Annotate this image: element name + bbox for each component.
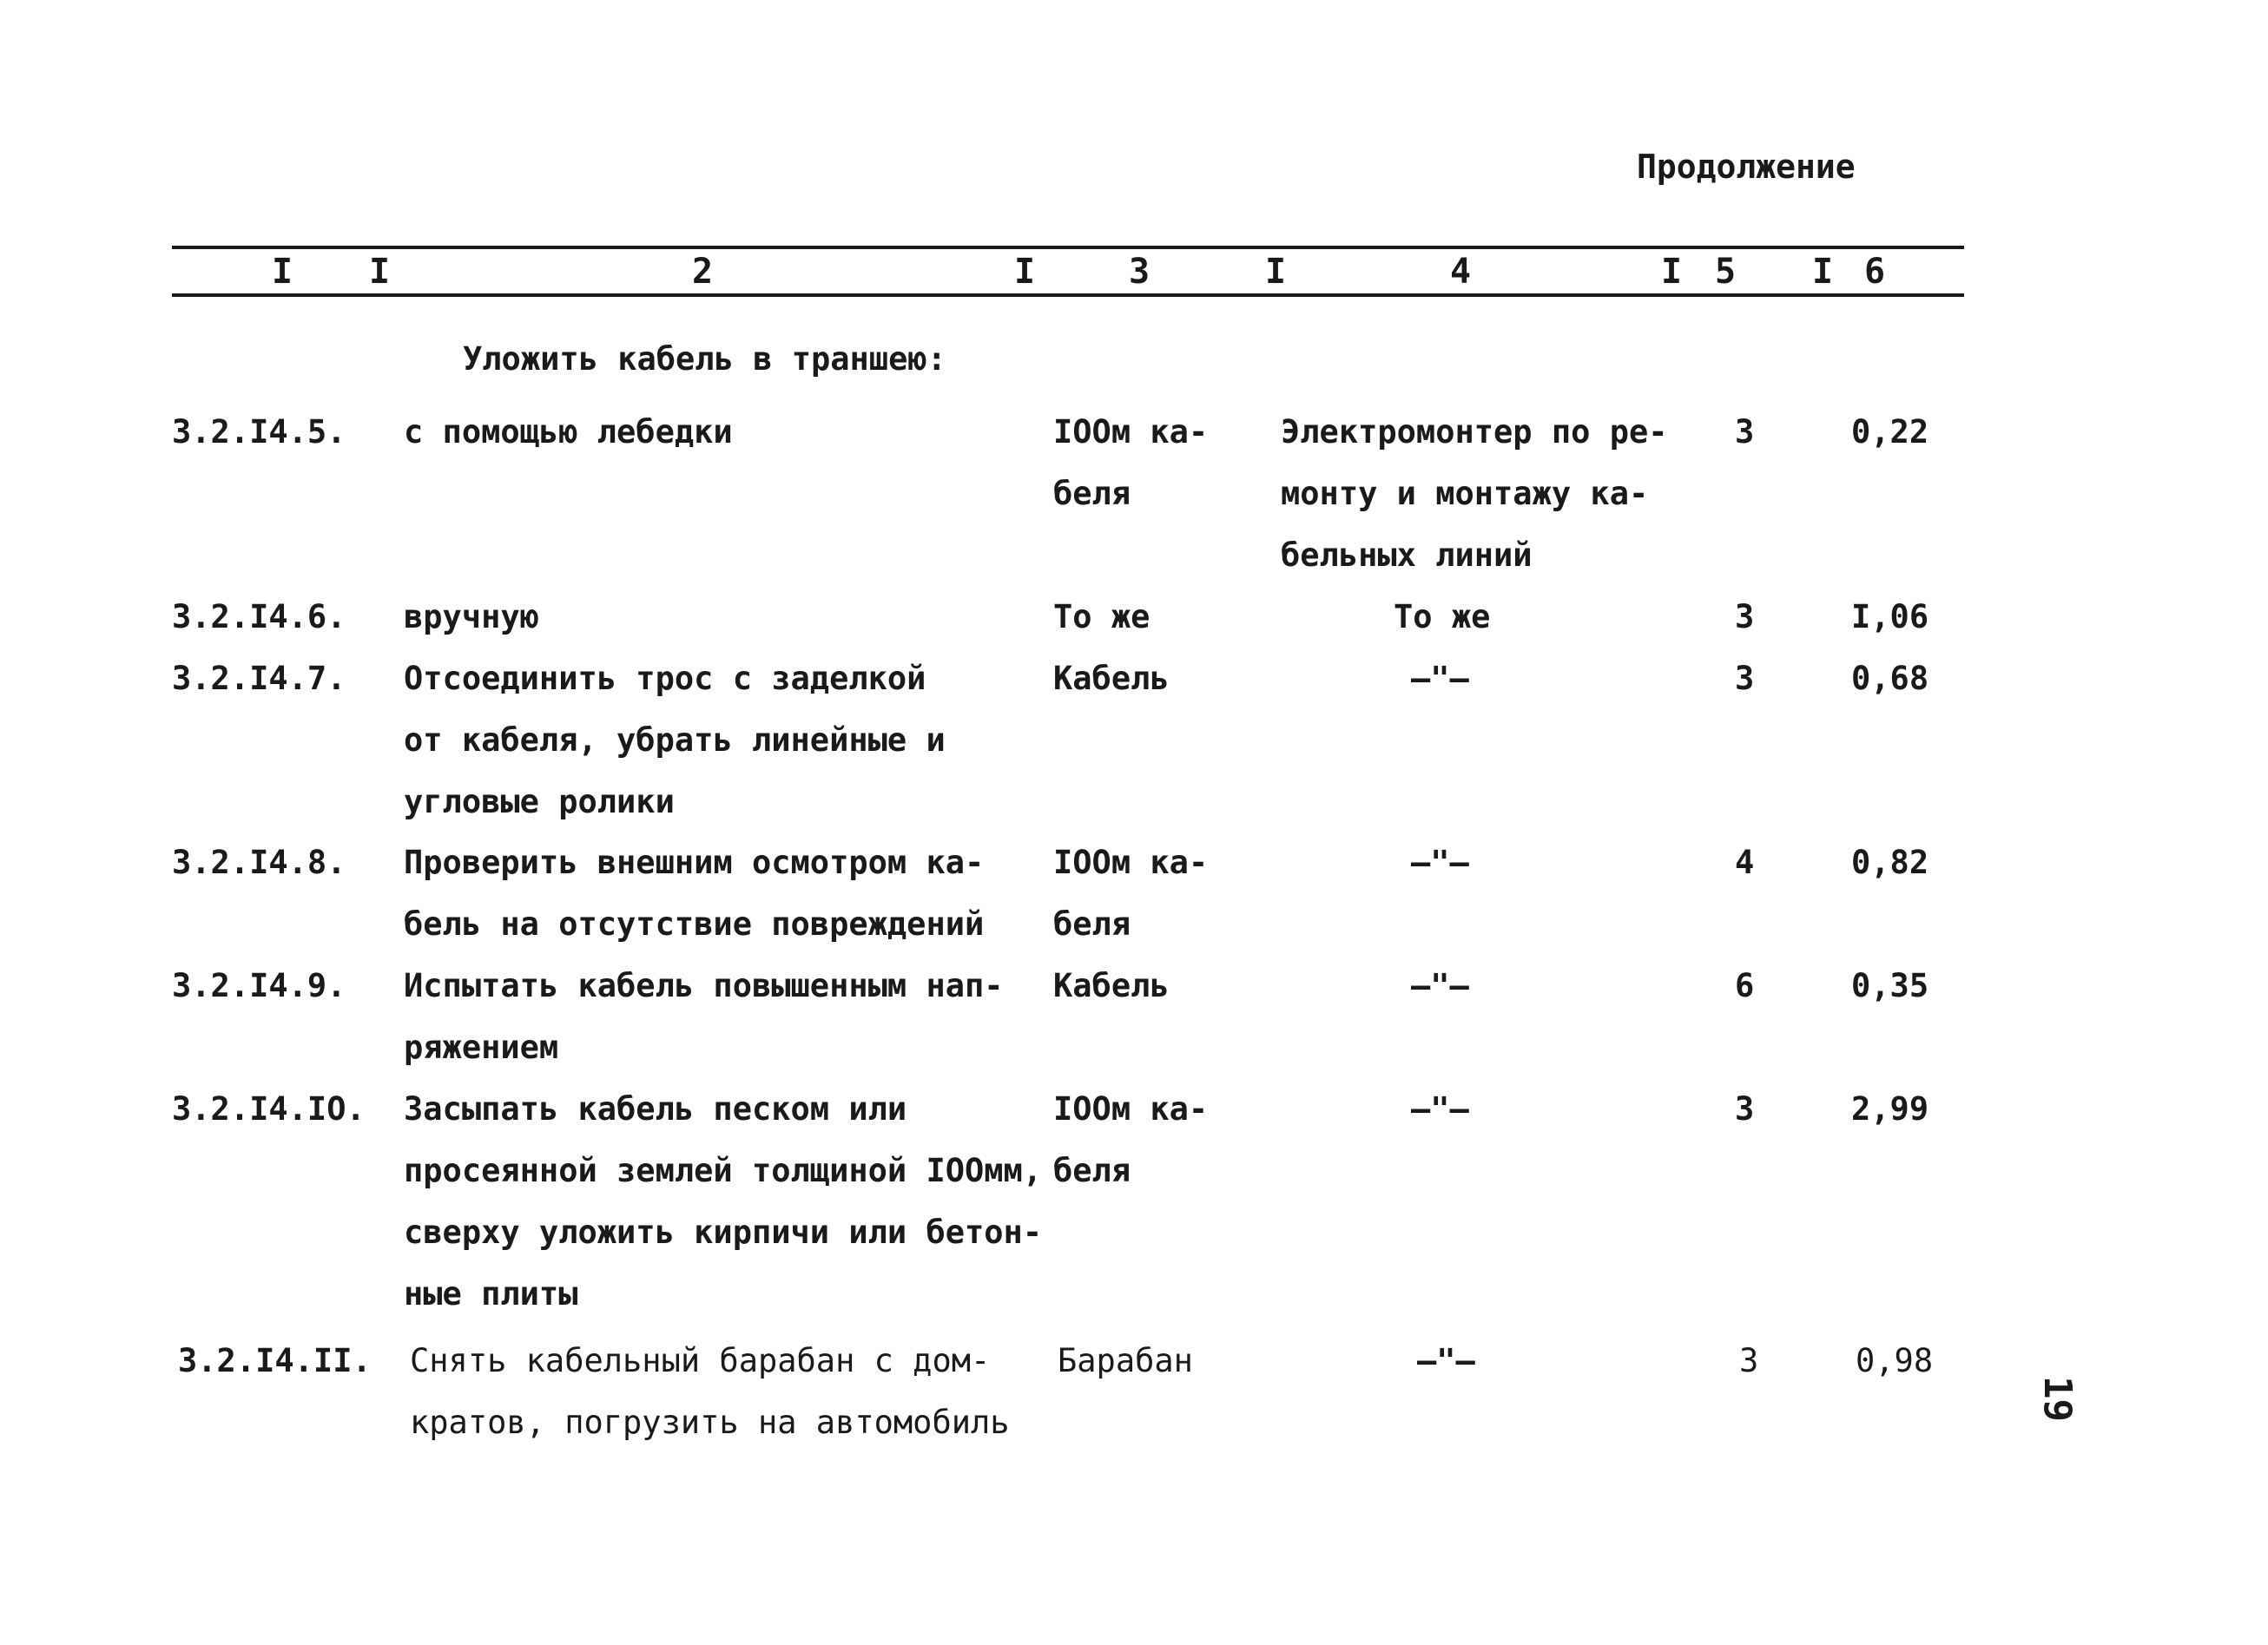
row-worker-ditto: –"– bbox=[1411, 844, 1469, 881]
row-norm: 2,99 bbox=[1851, 1090, 1929, 1128]
row-unit-line: IOOм ка- bbox=[1053, 413, 1209, 451]
row-unit-line: Кабель bbox=[1053, 967, 1170, 1004]
row-description-line: ные плиты bbox=[404, 1275, 578, 1313]
row-description-line: Испытать кабель повышенным нап- bbox=[404, 967, 1004, 1004]
row-unit-line: Кабель bbox=[1053, 660, 1170, 697]
row-worker-line: монту и монтажу ка- bbox=[1281, 475, 1649, 512]
row-worker-ditto: –"– bbox=[1411, 967, 1469, 1004]
row-grade: 3 bbox=[1735, 660, 1755, 697]
row-description-line: бель на отсутствие повреждений bbox=[404, 905, 985, 943]
row-norm: 0,98 bbox=[1856, 1342, 1934, 1379]
col-separator: I bbox=[369, 252, 391, 292]
row-number: 3.2.I4.IO. bbox=[172, 1090, 366, 1128]
row-description-line: с помощью лебедки bbox=[404, 413, 733, 451]
col-header-2: 2 bbox=[692, 252, 714, 292]
row-description-line: Проверить внешним осмотром ка- bbox=[404, 844, 985, 881]
row-number: 3.2.I4.II. bbox=[178, 1342, 372, 1379]
row-grade: 3 bbox=[1739, 1342, 1759, 1379]
row-grade: 4 bbox=[1735, 844, 1755, 881]
continuation-label: Продолжение bbox=[1637, 148, 1856, 186]
row-description-line: Засыпать кабель песком или bbox=[404, 1090, 907, 1128]
page-number: 19 bbox=[2035, 1376, 2080, 1422]
row-number: 3.2.I4.8. bbox=[172, 844, 346, 881]
col-separator: I bbox=[1014, 252, 1036, 292]
col-separator: I bbox=[1812, 252, 1834, 292]
row-description-line: угловые ролики bbox=[404, 783, 675, 820]
row-description-line: Снять кабельный барабан с дом- bbox=[410, 1342, 991, 1379]
col-separator: I bbox=[1661, 252, 1683, 292]
row-norm: 0,68 bbox=[1851, 660, 1929, 697]
table-top-rule bbox=[172, 246, 1964, 249]
row-unit-line: беля bbox=[1053, 475, 1131, 512]
row-worker-ditto: –"– bbox=[1411, 660, 1469, 697]
row-worker-line: бельных линий bbox=[1281, 536, 1533, 574]
row-description-line: от кабеля, убрать линейные и bbox=[404, 721, 946, 759]
col-separator: I bbox=[1265, 252, 1287, 292]
row-grade: 3 bbox=[1735, 598, 1755, 635]
row-unit-line: Барабан bbox=[1058, 1342, 1193, 1379]
section-title: Уложить кабель в траншею: bbox=[463, 340, 946, 378]
row-unit-line: беля bbox=[1053, 1152, 1131, 1189]
row-description-line: просеянной землей толщиной IOOмм, bbox=[404, 1152, 1043, 1189]
row-number: 3.2.I4.9. bbox=[172, 967, 346, 1004]
row-description-line: ряжением bbox=[404, 1029, 559, 1066]
row-grade: 3 bbox=[1735, 1090, 1755, 1128]
row-norm: I,06 bbox=[1851, 598, 1929, 635]
row-unit-line: То же bbox=[1053, 598, 1150, 635]
row-number: 3.2.I4.6. bbox=[172, 598, 346, 635]
row-norm: 0,82 bbox=[1851, 844, 1929, 881]
col-header-6: 6 bbox=[1864, 252, 1886, 292]
col-header-4: 4 bbox=[1450, 252, 1472, 292]
col-header-3: 3 bbox=[1129, 252, 1150, 292]
row-grade: 6 bbox=[1735, 967, 1755, 1004]
row-worker-ditto: –"– bbox=[1417, 1342, 1475, 1379]
col-header-1: I bbox=[272, 252, 293, 292]
row-number: 3.2.I4.5. bbox=[172, 413, 346, 451]
row-unit-line: IOOм ка- bbox=[1053, 1090, 1209, 1128]
row-unit-line: беля bbox=[1053, 905, 1131, 943]
row-worker-line: То же bbox=[1394, 598, 1491, 635]
table-header-rule bbox=[172, 293, 1964, 297]
row-worker-line: Электромонтер по ре- bbox=[1281, 413, 1668, 451]
row-description-line: сверху уложить кирпичи или бетон- bbox=[404, 1214, 1043, 1251]
row-number: 3.2.I4.7. bbox=[172, 660, 346, 697]
row-description-line: кратов, погрузить на автомобиль bbox=[410, 1404, 1010, 1441]
row-worker-ditto: –"– bbox=[1411, 1090, 1469, 1128]
row-norm: 0,35 bbox=[1851, 967, 1929, 1004]
row-unit-line: IOOм ка- bbox=[1053, 844, 1209, 881]
col-header-5: 5 bbox=[1715, 252, 1737, 292]
row-description-line: Отсоединить трос с заделкой bbox=[404, 660, 926, 697]
row-grade: 3 bbox=[1735, 413, 1755, 451]
row-description-line: вручную bbox=[404, 598, 539, 635]
row-norm: 0,22 bbox=[1851, 413, 1929, 451]
